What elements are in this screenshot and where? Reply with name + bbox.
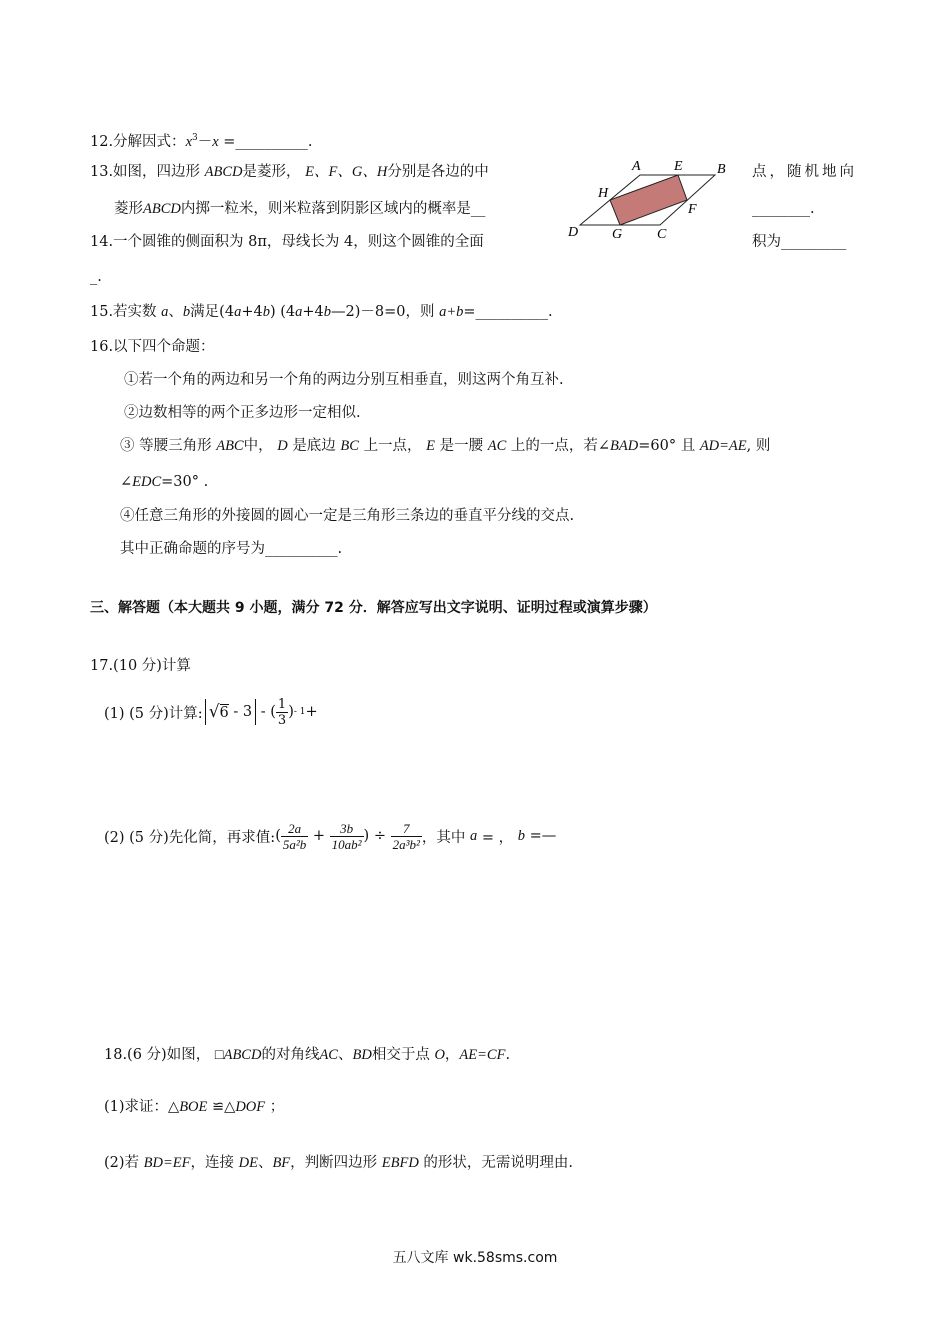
question-14-line1-right: 积为_________: [752, 234, 847, 250]
proposition-2: ②边数相等的两个正多边形一定相似.: [124, 405, 361, 421]
label-d: D: [568, 225, 579, 240]
question-15: 15.若实数 a、b满足(4a+4b) (4a+4b—2)－8=0，则 a+b=__________.: [90, 304, 553, 320]
rhombus-figure: [560, 155, 740, 245]
fraction-3: $\frac{7}{\text{2a³b²}}$: [392, 820, 420, 852]
question-18-part-2: (2)若 BD=EF，连接 DE、BF，判断四边形 EBFD 的形状，无需说明理由.: [104, 1155, 574, 1171]
question-14-line1: 14.一个圆锥的侧面积为 8π，母线长为 4，则这个圆锥的全面: [90, 234, 484, 250]
proposition-1: ①若一个角的两边和另一个角的两边分别互相垂直，则这两个角互补.: [124, 372, 564, 388]
absolute-value: √ 6 - 3: [205, 699, 256, 725]
proposition-3-line2: ∠EDC=30° .: [120, 474, 209, 490]
sqrt-sign: √: [208, 702, 220, 722]
question-14-line2: _.: [90, 269, 102, 285]
question-16-answer: 其中正确命题的序号为__________.: [120, 541, 343, 557]
footer-watermark: 五八文库 wk.58sms.com: [392, 1250, 558, 1266]
proposition-4: ④任意三角形的外接圆的圆心一定是三角形三条边的垂直平分线的交点.: [120, 508, 575, 524]
question-12: 12.分解因式：$x^3-x$ =__________.: [90, 133, 313, 150]
question-16-title: 16.以下四个命题：: [90, 339, 215, 355]
label-a: A: [632, 159, 641, 174]
fraction-one-third: $\frac{1}{3}$: [277, 696, 287, 728]
fraction-2: $\frac{3b}{\text{10ab²}}$: [331, 820, 362, 852]
question-17-part-1: (1) (5 分)计算: √ 6 - 3 - ( $\frac{1}{3}$ ) - 1 +: [104, 696, 318, 728]
label-g: G: [612, 227, 623, 242]
fraction-1: $\frac{2a}{\text{5a²b}}$: [282, 820, 307, 852]
question-13-line2-right: ________.: [752, 201, 815, 217]
label-b: B: [717, 162, 726, 177]
label-h: H: [598, 186, 609, 201]
question-18-part-1: (1)求证：△BOE ≌△DOF ；: [104, 1099, 285, 1115]
label-f: F: [688, 202, 697, 217]
label-e: E: [674, 159, 683, 174]
question-13-line1: 13.如图，四边形 ABCD是菱形， E、F、G、H分别是各边的中: [90, 164, 489, 180]
question-18-title: 18.(6 分)如图， □ABCD的对角线AC、BD相交于点 O，AE=CF.: [104, 1047, 511, 1063]
label-c: C: [657, 227, 667, 242]
question-17-part-2: (2) (5 分)先化简，再求值: ( $\frac{2a}{\text{5a²b}}$ + $\frac{3b}{\text{10ab²}}$ ) ÷ $\frac{7}{\text{2a³b²}}$ ，其中 a = ， b =—: [104, 820, 557, 852]
proposition-3-line1: ③ 等腰三角形 ABC中， D 是底边 BC 上一点， E 是一腰 AC 上的一点，若∠BAD=60° 且 AD=AE, 则: [120, 438, 771, 454]
question-13-line2: 菱形ABCD内掷一粒米，则米粒落到阴影区域内的概率是__: [114, 201, 486, 217]
question-13-line1-right: 点，随机地向: [752, 164, 857, 180]
question-17-title: 17.(10 分)计算: [90, 658, 191, 674]
shaded-rectangle-efgh: [610, 175, 687, 225]
section-3-title: 三、解答题（本大题共 9 小题，满分 72 分．解答应写出文字说明、证明过程或演算步骤）: [90, 600, 657, 616]
